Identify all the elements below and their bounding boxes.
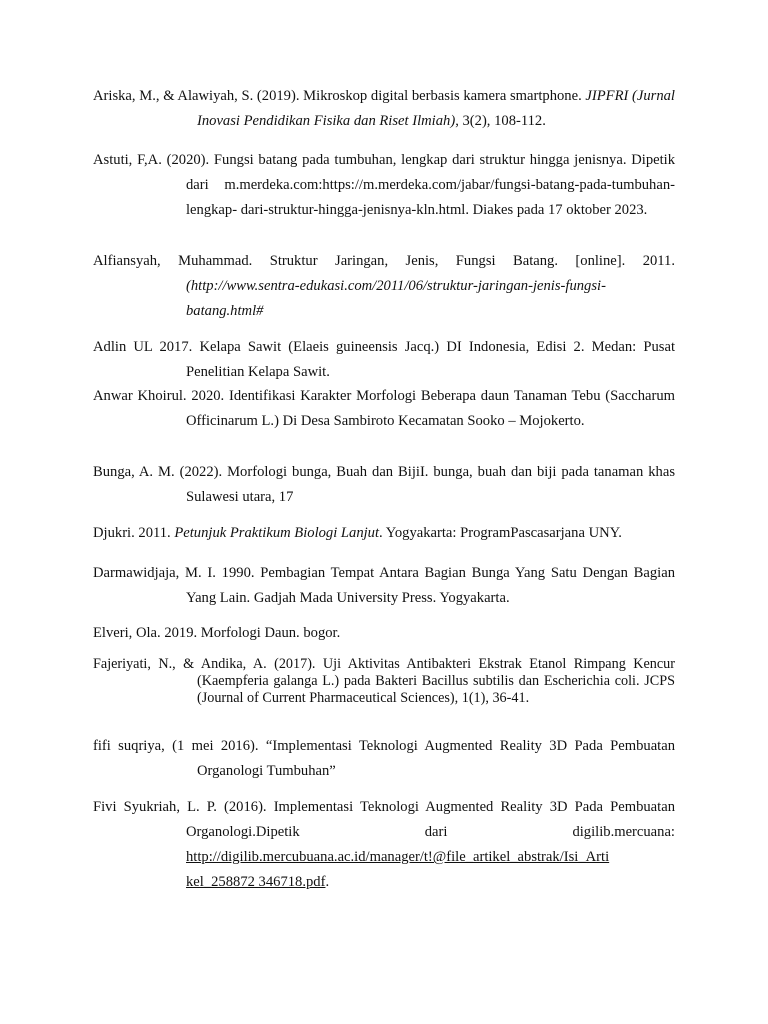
reference-adlin	[93, 335, 675, 385]
reference-fivi	[93, 795, 675, 895]
reference-text: Ariska, M., & Alawiyah, S. (2019). Mikroskop digital berbasis kamera smartphone.	[93, 88, 586, 104]
reference-url: (http://www.sentra-edukasi.com/2011/06/struktur-jaringan-jenis-fungsi-batang.html#	[186, 278, 606, 319]
reference-text: Djukri. 2011.	[93, 525, 175, 541]
reference-astuti	[93, 148, 675, 223]
reference-fajeriyati	[93, 656, 675, 707]
reference-text: Fajeriyati, N., & Andika, A. (2017). Uji Aktivitas Antibakteri Ekstrak Etanol Rimpang Kencur (Kaempferia galanga L.) pada Bakteri Bacillus subtilis dan Escherichia coli. JCPS (Journal of Current Pharmaceutical Sciences), 1(1), 36-41.	[93, 656, 675, 706]
reference-link[interactable]: kel_258872 346718.pdf	[186, 874, 326, 890]
reference-text: fifi suqriya, (1 mei 2016). “Implementasi Teknologi Augmented Reality 3D Pada Pembuatan Organologi Tumbuhan”	[93, 738, 675, 779]
reference-elveri	[93, 621, 675, 646]
reference-text: Elveri, Ola. 2019. Morfologi Daun. bogor.	[93, 625, 341, 641]
reference-text: Adlin UL 2017. Kelapa Sawit (Elaeis guineensis Jacq.) DI Indonesia, Edisi 2. Medan: Pusat Penelitian Kelapa Sawit.	[93, 339, 675, 380]
reference-djukri	[93, 521, 675, 546]
reference-text: Fivi Syukriah, L. P. (2016). Implementasi Teknologi Augmented Reality 3D Pada Pembuatan Organologi.Dipetik dari digilib.mercuana:	[93, 799, 675, 840]
journal-title: JIPFRI (Jurnal Inovasi Pendidikan Fisika dan Riset Ilmiah)	[197, 88, 675, 129]
reference-text: .	[325, 874, 330, 890]
reference-text: Anwar Khoirul. 2020. Identifikasi Karakter Morfologi Beberapa daun Tanaman Tebu (Saccharum Officinarum L.) Di Desa Sambiroto Kecamatan Sooko – Mojokerto.	[93, 388, 675, 429]
reference-ariska	[93, 84, 675, 134]
reference-fifi	[93, 734, 675, 784]
reference-text: Bunga, A. M. (2022). Morfologi bunga, Buah dan BijiI. bunga, buah dan biji pada tanaman khas Sulawesi utara, 17	[93, 464, 675, 505]
reference-alfiansyah	[93, 249, 675, 324]
reference-darmawidjaja	[93, 561, 675, 611]
reference-text: Alfiansyah, Muhammad. Struktur Jaringan, Jenis, Fungsi Batang. [online]. 2011.	[93, 253, 675, 269]
reference-text: Astuti, F,A. (2020). Fungsi batang pada tumbuhan, lengkap dari struktur hingga jenisnya. Dipetik dari m.merdeka.com:https://m.merdeka.com/jabar/fungsi-batang-pada-tumbuhan-lengkap- dari-struktur-hingga-jenisnya-kln.html. Diakes pada 17 oktober 2023.	[93, 152, 675, 218]
reference-link[interactable]: http://digilib.mercubuana.ac.id/manager/t!@file_artikel_abstrak/Isi_Arti	[186, 849, 610, 865]
reference-text: , 3(2), 108-112.	[455, 113, 546, 129]
reference-text: Darmawidjaja, M. I. 1990. Pembagian Tempat Antara Bagian Bunga Yang Satu Dengan Bagian Yang Lain. Gadjah Mada University Press. Yogyakarta.	[93, 565, 675, 606]
reference-bunga	[93, 460, 675, 510]
reference-anwar	[93, 384, 675, 434]
book-title: Petunjuk Praktikum Biologi Lanjut	[174, 525, 380, 541]
reference-text: . Yogyakarta: ProgramPascasarjana UNY.	[379, 525, 622, 541]
